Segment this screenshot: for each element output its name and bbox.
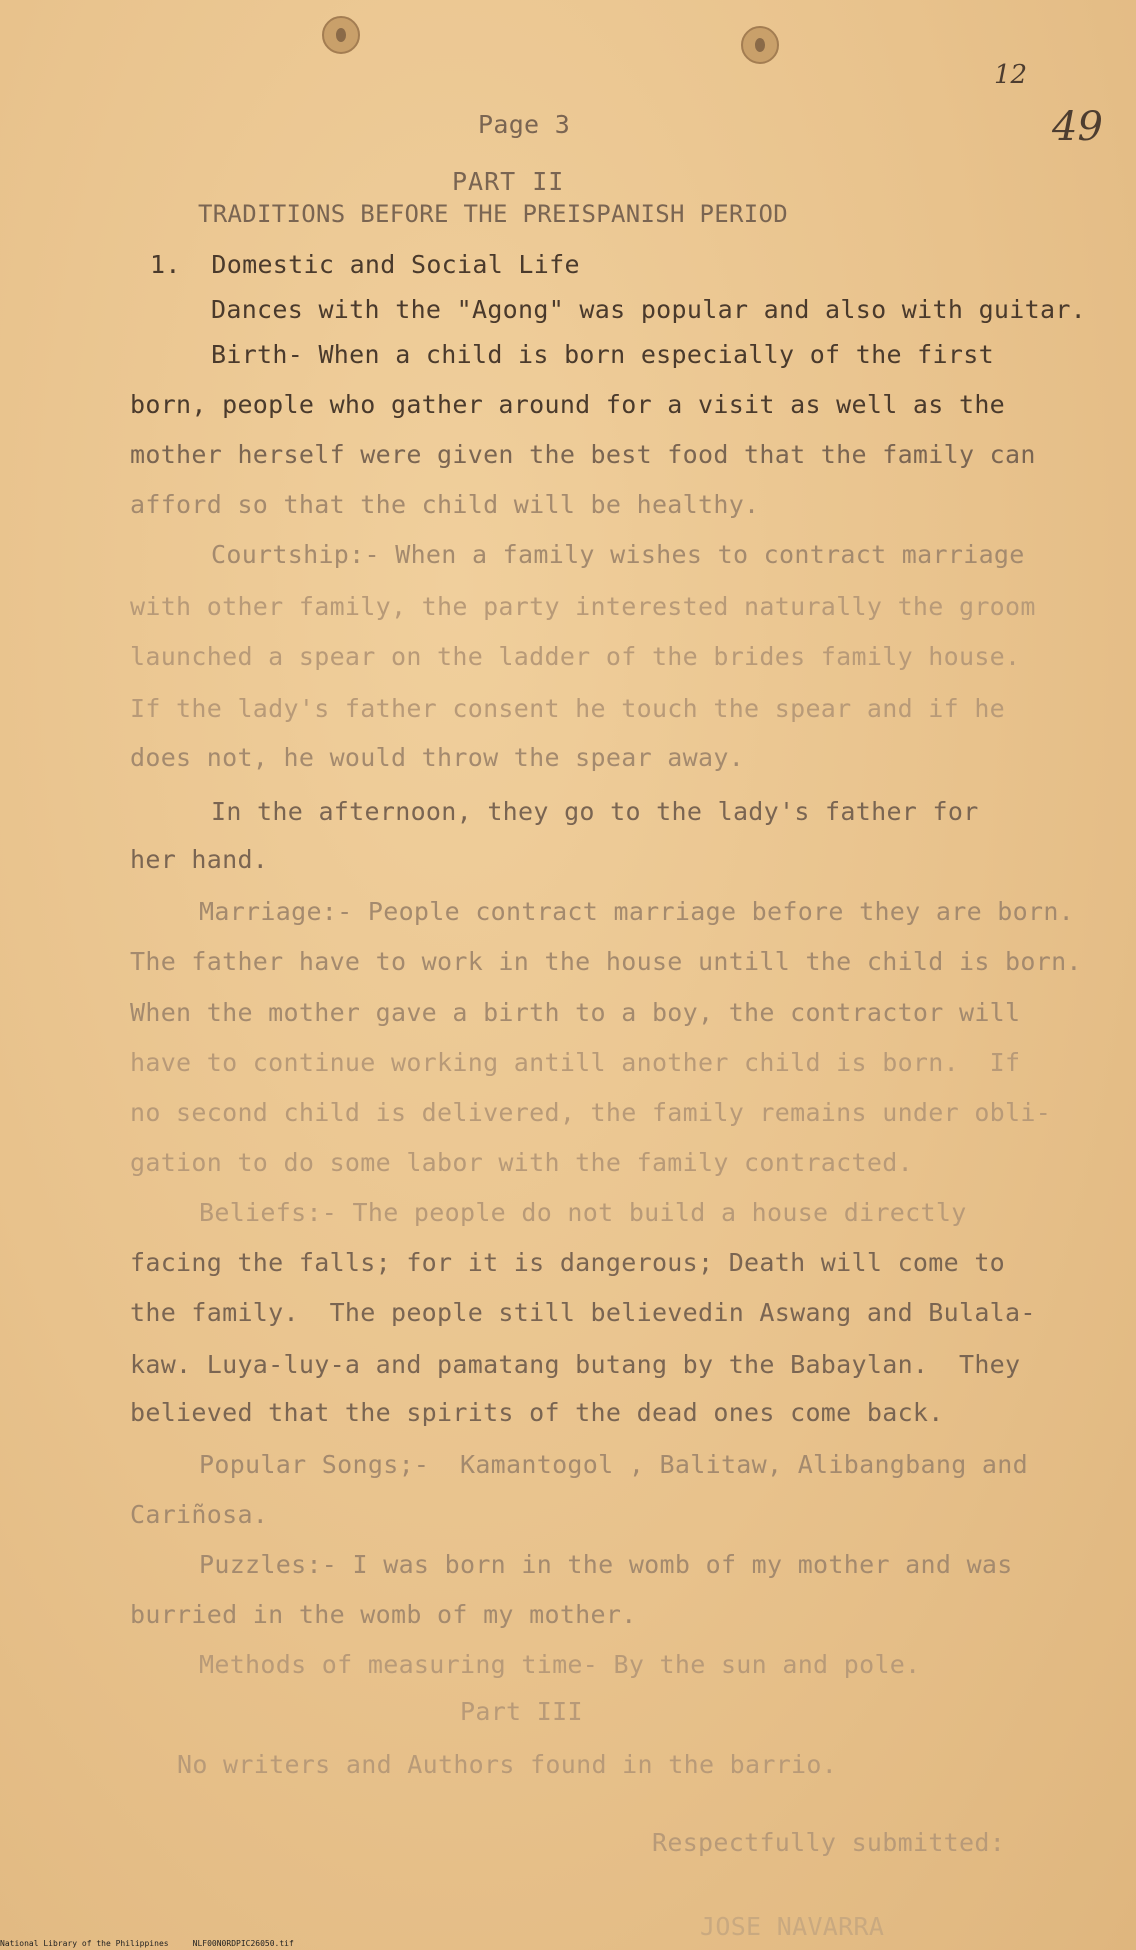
text-line: afford so that the child will be healthy. (130, 490, 760, 519)
text-line: If the lady's father consent he touch the spear and if he (130, 694, 1006, 723)
text-line: When the mother gave a birth to a boy, the contractor will (130, 998, 1021, 1027)
text-line: Birth- When a child is born especially of the first (211, 340, 994, 369)
text-line: have to continue working antill another child is born. If (130, 1048, 1021, 1077)
text-line: In the afternoon, they go to the lady's father for (211, 797, 979, 826)
text-line: with other family, the party interested naturally the groom (130, 592, 1036, 621)
text-line: Cariñosa. (130, 1500, 269, 1529)
part-iii-heading: Part III (460, 1697, 583, 1726)
text-line: gation to do some labor with the family contracted. (130, 1148, 913, 1177)
scan-footer: National Library of the Philippines NLF00N0RDPIC26050.tif (0, 1939, 294, 1948)
text-line: born, people who gather around for a visit as well as the (130, 390, 1006, 419)
part-subheading: TRADITIONS BEFORE THE PREISPANISH PERIOD (198, 200, 788, 228)
text-line: The father have to work in the house untill the child is born. (130, 947, 1082, 976)
text-line: Dances with the "Agong" was popular and also with guitar. (211, 295, 1087, 324)
text-line: Marriage:- People contract marriage before they are born. (199, 897, 1075, 926)
text-line: her hand. (130, 845, 269, 874)
text-line: believed that the spirits of the dead ones come back. (130, 1398, 944, 1427)
signature-name: JOSE NAVARRA (700, 1912, 885, 1941)
part-heading: PART II (452, 167, 565, 196)
text-line: facing the falls; for it is dangerous; Death will come to (130, 1248, 1006, 1277)
punch-hole-left (322, 16, 360, 54)
text-line: Popular Songs;- Kamantogol , Balitaw, Alibangbang and (199, 1450, 1028, 1479)
text-line: burried in the womb of my mother. (130, 1600, 637, 1629)
text-line: launched a spear on the ladder of the brides family house. (130, 642, 1021, 671)
text-line: kaw. Luya-luy-a and pamatang butang by the Babaylan. They (130, 1350, 1021, 1379)
text-line: Beliefs:- The people do not build a house directly (199, 1198, 967, 1227)
text-line: No writers and Authors found in the barrio. (177, 1750, 838, 1779)
text-line: mother herself were given the best food that the family can (130, 440, 1036, 469)
text-line: Puzzles:- I was born in the womb of my mother and was (199, 1550, 1013, 1579)
page-number: Page 3 (478, 110, 571, 139)
closing-text: Respectfully submitted: (652, 1828, 1006, 1857)
margin-note-12: 12 (994, 60, 1028, 90)
text-line: does not, he would throw the spear away. (130, 743, 745, 772)
text-line: no second child is delivered, the family remains under obli- (130, 1098, 1052, 1127)
section-heading-domestic: 1. Domestic and Social Life (150, 250, 580, 279)
margin-note-49: 49 (1052, 104, 1103, 150)
text-line: the family. The people still believedin Aswang and Bulala- (130, 1298, 1036, 1327)
text-line: Methods of measuring time- By the sun and pole. (199, 1650, 921, 1679)
punch-hole-right (741, 26, 779, 64)
text-line: Courtship:- When a family wishes to contract marriage (211, 540, 1025, 569)
